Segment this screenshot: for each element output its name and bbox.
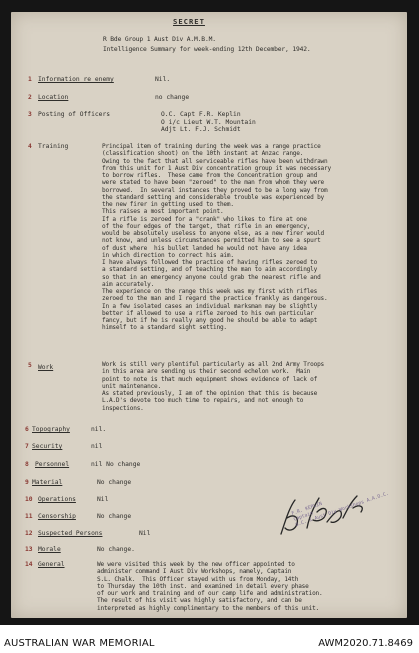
section-heading: Morale — [38, 546, 61, 553]
section-value: Work is still very plentiful particularly as all 2nd Army Troops in this area are sending us their second echelon work. Main point to note is that much equipment shows evidence of lack of unit maintenance. As stated previously, I am of the opinion that this is because L.A.D's devote too much time to repairs, and not enough to inspections. — [102, 361, 324, 412]
unit-line: R Bde Group 1 Aust Div A.M.B.M. — [103, 36, 216, 43]
section-value: nil No change — [91, 461, 141, 468]
section-number: 7 — [25, 443, 29, 450]
section-number: 3 — [28, 111, 32, 118]
section-value: No change — [97, 513, 132, 520]
section-number: 13 — [25, 546, 33, 553]
section-heading: Material — [32, 479, 63, 486]
section-value: no change — [155, 94, 190, 101]
section-value: Nil. — [155, 76, 171, 83]
section-value: No change. — [97, 546, 135, 553]
section-number: 14 — [25, 561, 33, 568]
section-heading: Operations — [38, 496, 76, 503]
section-value: No change — [97, 479, 132, 486]
section-heading: Censorship — [38, 513, 76, 520]
archive-credit: AUSTRALIAN WAR MEMORIAL — [4, 638, 155, 649]
section-value: Nil — [97, 496, 109, 503]
section-value: Principal item of training during the week was a range practice (classification shoot) on the 10th instant at Anzac range. Owing to the fact that all serviceable rifles have been withdrawn from this unit for 1 Aust Div concentration group it was necessary to borrow rifles. These came from the Concentration group and were stated to have been "zeroed" to the man from whom they were borrowed. In several instances they proved to be a long way from the standard setting and considerable trouble was experienced by the new firer in getting used to them. This raises a most important point. If a rifle is zeroed for a "crank" who likes to fire at one of the four edges of the target, that rifle in an emergency, would be absolutely useless to anyone else, as a new firer would not know, and unless circumstances permitted him to see a spurt of dust where his bullet landed he would not have any idea in which direction to correct his aim. I have always followed the practice of having rifles zeroed to a standard setting, and of teaching the man to aim accordingly so that in an emergency anyone could grab the nearest rifle and aim accurately. The experience on the range this week was my first with rifles zeroed to the man and I regard the practice frankly as dangerous. In a few isolated cases an individual marksman may be slightly better if allowed to use a rifle zeroed to his own particular fancy, but if he is really any good he should be able to adapt himself to a standard sight setting. — [102, 143, 331, 332]
section-heading: General — [38, 561, 65, 568]
section-heading: Security — [32, 443, 63, 450]
section-heading: Work — [38, 364, 54, 371]
section-heading: Personnel — [35, 461, 70, 468]
section-heading: Suspected Persons — [38, 530, 103, 537]
section-heading: Topography — [32, 426, 70, 433]
section-heading: Training — [38, 143, 69, 150]
section-heading: Information re enemy — [38, 76, 114, 83]
document-page — [11, 12, 407, 618]
section-number: 5 — [28, 362, 32, 369]
section-value: O.C. Capt F.R. Keplin O i/c Lieut W.T. Mountain Adjt Lt. F.J. Schmidt — [161, 111, 256, 134]
section-number: 2 — [28, 94, 32, 101]
section-number: 12 — [25, 530, 33, 537]
section-value: nil — [91, 443, 103, 450]
classification-heading: SECRET — [173, 17, 205, 26]
section-number: 6 — [25, 426, 29, 433]
section-number: 10 — [25, 496, 33, 503]
section-heading: Location — [38, 94, 69, 101]
section-number: 1 — [28, 76, 32, 83]
section-number: 11 — [25, 513, 33, 520]
section-number: 8 — [25, 461, 29, 468]
section-value: We were visited this week by the new officer appointed to administer command I Aust Div Workshops, namely, Captain S.L. Chalk. This Officer stayed with us from Monday, 14th to Thursday the 10th inst. and examined in detail every phase of our work and training and of our camp life and administration. The result of his visit was highly satisfactory, and can be interpreted as highly complimentary to the members of this unit. — [97, 561, 323, 612]
section-value: nil. — [91, 426, 107, 433]
section-number: 9 — [25, 479, 29, 486]
summary-title: Intelligence Summary for week-ending 12th December, 1942. — [103, 46, 311, 53]
accession-number: AWM2020.71.8469 — [318, 638, 413, 649]
section-heading: Posting of Officers — [38, 111, 111, 118]
section-value: Nil — [139, 530, 151, 537]
section-number: 4 — [28, 143, 32, 150]
officer-stamp: F.R. KEPLIN Captain O.C. 1 Aust Div Workshops A.A.O.C. — [291, 491, 390, 528]
